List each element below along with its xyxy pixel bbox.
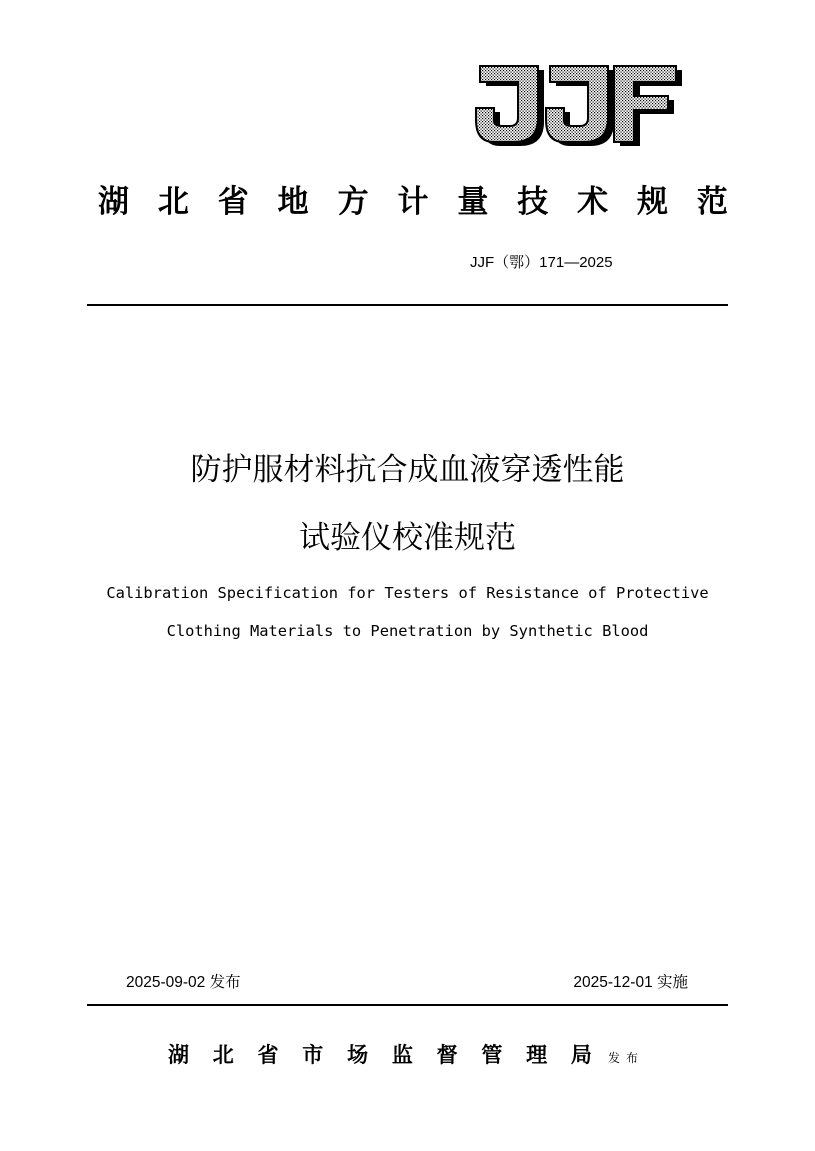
issuer-suffix: 发布 (608, 1051, 645, 1065)
series-title-char: 地 (277, 184, 309, 220)
issuer-name-char: 场 (347, 1043, 369, 1067)
issuer-name-char: 督 (436, 1043, 458, 1067)
jjf-logo (470, 58, 684, 146)
series-title-char: 范 (696, 184, 728, 220)
issuer-name-char: 局 (570, 1043, 592, 1067)
title-en-line-2: Clothing Materials to Penetration by Synthetic Blood (166, 622, 649, 640)
series-title-char: 湖 (98, 184, 129, 220)
logo-letter-j-second (546, 66, 614, 146)
series-title (98, 176, 728, 228)
title-zh-line-1: 防护服材料抗合成血液穿透性能 (190, 452, 625, 488)
series-title-char: 省 (217, 184, 249, 220)
issuer-name-char: 管 (481, 1043, 503, 1067)
issuer-name-char: 湖 (168, 1043, 189, 1067)
series-title-char: 计 (397, 184, 429, 220)
series-title-char: 技 (517, 184, 549, 220)
series-title-char: 量 (457, 184, 489, 220)
series-title-char: 北 (157, 184, 189, 220)
issuer-name-char: 北 (212, 1043, 234, 1067)
series-title-char: 术 (577, 184, 609, 220)
standard-number: JJF（鄂）171—2025 (470, 254, 613, 271)
issue-date: 2025-09-02 发布 (126, 974, 241, 991)
issuer-name-char: 监 (391, 1043, 413, 1067)
series-title-char: 方 (337, 184, 369, 220)
issuer-name-char: 省 (257, 1043, 279, 1067)
issuer-name-char: 理 (526, 1043, 548, 1067)
issuer (168, 1037, 644, 1071)
bottom-divider (87, 1004, 728, 1006)
series-title-char: 规 (637, 184, 669, 220)
top-divider (87, 304, 728, 306)
effective-date: 2025-12-01 实施 (573, 974, 688, 991)
issuer-name (168, 1039, 592, 1071)
logo-letter-j-first (476, 66, 544, 146)
logo-letter-f (614, 66, 682, 146)
issuer-name-char: 市 (302, 1043, 324, 1067)
title-zh-line-2: 试验仪校准规范 (299, 520, 516, 556)
title-en-line-1: Calibration Specification for Testers of Resistance of Protective (106, 584, 709, 602)
